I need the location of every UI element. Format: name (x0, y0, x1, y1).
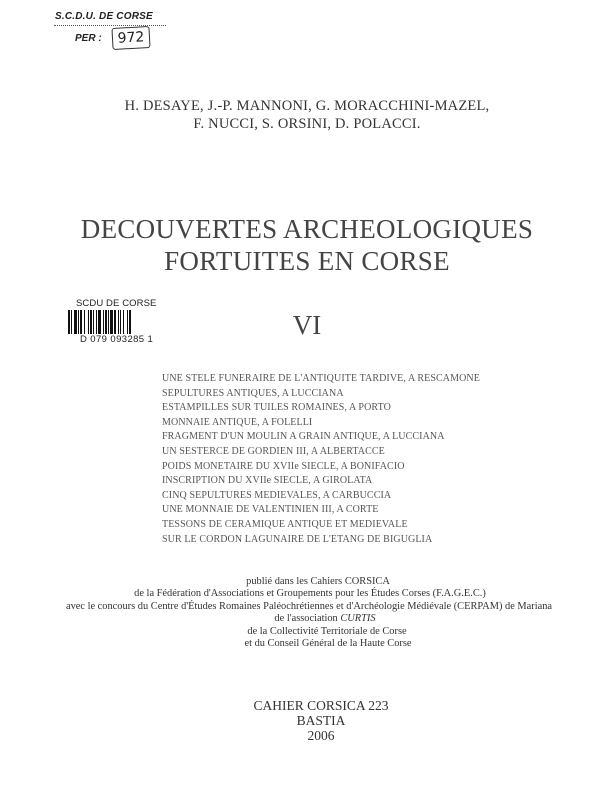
contents-item: UNE STELE FUNERAIRE DE L'ANTIQUITE TARDIVE, A RESCAMONE (162, 373, 480, 384)
publication-line-4: de la Collectivité Territoriale de Corse (247, 625, 407, 637)
contents-item: CINQ SEPULTURES MEDIEVALES, A CARBUCCIA (162, 489, 392, 501)
publication-prefix: publié dans les Cahiers (246, 576, 345, 587)
contents-item: SUR LE CORDON LAGUNAIRE DE L'ETANG DE BIGUGLIA (162, 533, 433, 545)
imprint-footer (0, 698, 614, 743)
title-line-1: DECOUVERTES ARCHEOLOGIQUES (80, 214, 534, 244)
stamp-per-label: PER : (75, 33, 102, 44)
publication-city: BASTIA (296, 713, 346, 728)
volume-number: VI (292, 310, 322, 340)
stamp-handwritten-number: 972 (111, 26, 150, 50)
title-line-2: FORTUITES EN CORSE (164, 246, 450, 276)
barcode-number: D 079 093285 1 (80, 334, 154, 345)
contents-item: SEPULTURES ANTIQUES, A LUCCIANA (162, 387, 344, 399)
publication-line-3 (0, 613, 614, 625)
contents-item: ESTAMPILLES SUR TUILES ROMAINES, A PORTO (162, 402, 391, 414)
publication-line-2: avec le concours du Centre d'Études Romaines Paléochrétiennes et d'Archéologie Médiévale (CERPAM) de Mariana (65, 600, 553, 612)
stamp-library-name: S.C.D.U. DE CORSE (55, 11, 153, 22)
authors-line-1: H. DESAYE, J.-P. MANNONI, G. MORACCHINI-MAZEL, (124, 98, 490, 114)
publication-info (0, 576, 614, 650)
publication-line-0 (0, 576, 614, 588)
contents-item: UN SESTERCE DE GORDIEN III, A ALBERTACCE (162, 445, 385, 457)
authors-line-2: F. NUCCI, S. ORSINI, D. POLACCI. (193, 116, 421, 132)
library-stamp (50, 7, 168, 53)
contents-item: FRAGMENT D'UN MOULIN A GRAIN ANTIQUE, A LUCCIANA (162, 431, 445, 443)
publication-line-1: de la Fédération d'Associations et Groupements pour les Études Corses (F.A.G.E.C.) (134, 588, 486, 600)
contents-item: INSCRIPTION DU XVIIe SIECLE, A GIROLATA (162, 475, 373, 487)
barcode-header: SCDU DE CORSE (76, 298, 157, 309)
contents-list (162, 372, 480, 547)
series-number: CAHIER CORSICA 223 (253, 698, 389, 713)
association-name: CURTIS (340, 613, 376, 625)
publication-year: 2006 (307, 728, 335, 743)
association-prefix: de l'association (274, 613, 341, 625)
contents-item: TESSONS DE CERAMIQUE ANTIQUE ET MEDIEVALE (162, 518, 408, 530)
contents-item: POIDS MONETAIRE DU XVIIe SIECLE, A BONIFACIO (162, 460, 405, 472)
publication-line-5: et du Conseil Général de la Haute Corse (244, 638, 412, 650)
stamp-dotted-line (54, 25, 166, 26)
contents-item: UNE MONNAIE DE VALENTINIEN III, A CORTE (162, 504, 379, 516)
publication-journal-name: CORSICA (344, 576, 390, 587)
contents-item: MONNAIE ANTIQUE, A FOLELLI (162, 416, 313, 428)
